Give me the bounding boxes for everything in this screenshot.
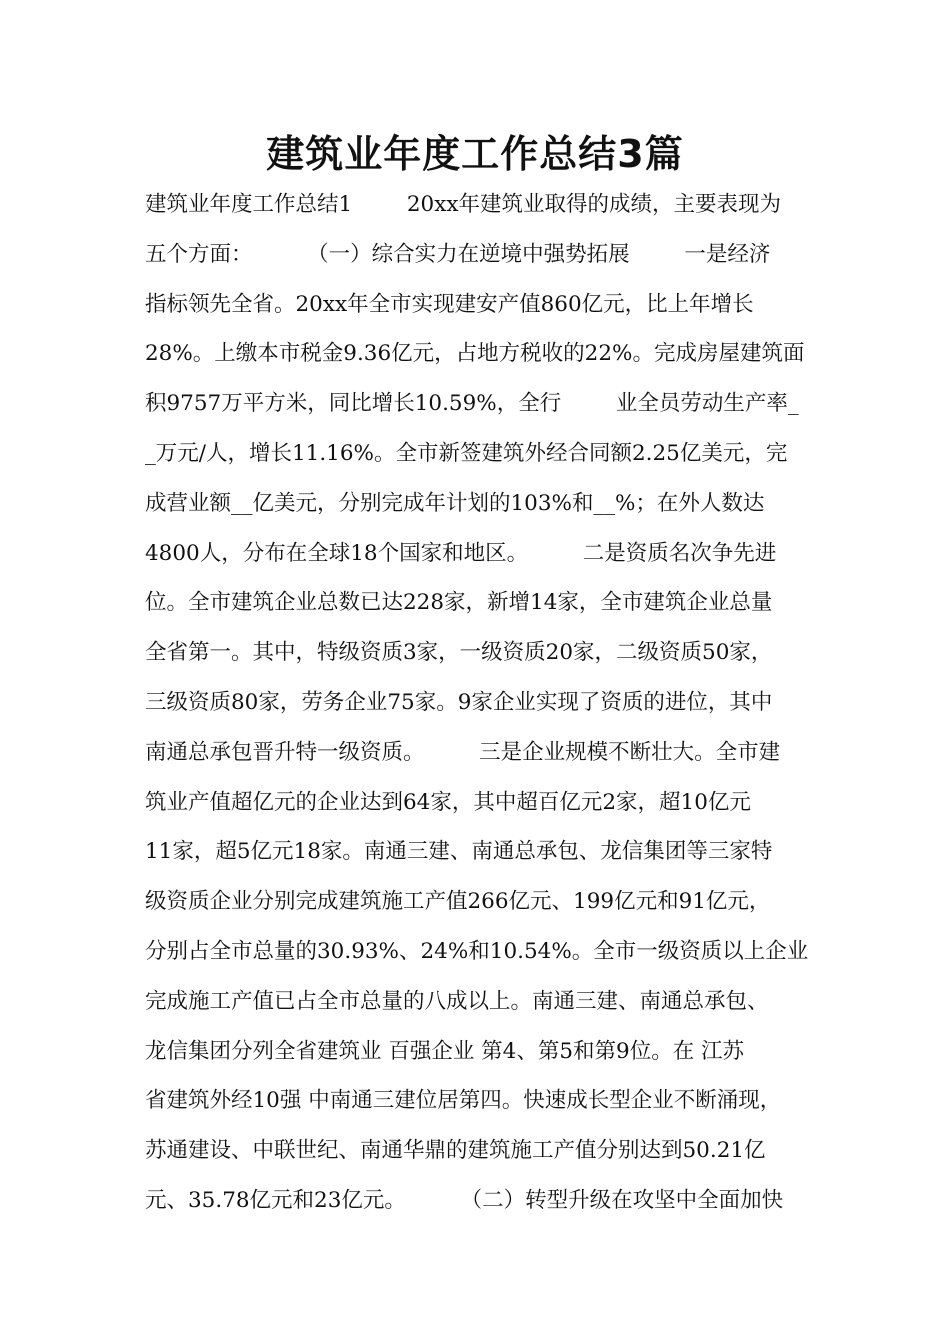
body-line: 4800人，分布在全球18个国家和地区。 二是资质名次争先进: [145, 540, 777, 566]
body-line: 指标领先全省。20xx年全市实现建安产值860亿元，比上年增长: [145, 291, 754, 317]
body-line: 完成施工产值已占全市总量的八成以上。南通三建、南通总承包、: [145, 988, 769, 1014]
body-line: 级资质企业分别完成建筑施工产值266亿元、199亿元和91亿元，: [145, 889, 771, 915]
body-line: 11家，超5亿元18家。南通三建、南通总承包、龙信集团等三家特: [145, 839, 773, 865]
body-line: 南通总承包晋升特一级资质。 三是企业规模不断壮大。全市建: [145, 739, 781, 765]
body-line: 元、35.78亿元和23亿元。 （二）转型升级在攻坚中全面加快: [145, 1187, 784, 1213]
body-line: 三级资质80家，劳务企业75家。9家企业实现了资质的进位，其中: [145, 689, 773, 715]
document-body: [145, 180, 815, 1226]
body-line: 全省第一。其中，特级资质3家，一级资质20家，二级资质50家，: [145, 640, 773, 666]
body-line: 位。全市建筑企业总数已达228家，新增14家，全市建筑企业总量: [145, 590, 773, 616]
body-line: 积9757万平方米，同比增长10.59%，全行 业全员劳动生产率_: [145, 391, 799, 417]
body-line: 苏通建设、中联世纪、南通华鼎的建筑施工产值分别达到50.21亿: [145, 1138, 766, 1164]
body-line: 分别占全市总量的30.93%、24%和10.54%。全市一级资质以上企业: [145, 938, 809, 964]
body-line: 28%。上缴本市税金9.36亿元，占地方税收的22%。完成房屋建筑面: [145, 341, 805, 367]
body-line: 成营业额__亿美元，分别完成年计划的103%和__%；在外人数达: [145, 490, 765, 516]
body-line: 省建筑外经10强 中南通三建位居第四。快速成长型企业不断涌现，: [145, 1088, 782, 1114]
body-line: 龙信集团分列全省建筑业 百强企业 第4、第5和第9位。在 江苏: [145, 1038, 745, 1064]
body-line: 五个方面： （一）综合实力在逆境中强势拓展 一是经济: [145, 241, 771, 267]
document-title: 建筑业年度工作总结3篇: [266, 132, 684, 176]
body-line: 建筑业年度工作总结1 20xx年建筑业取得的成绩，主要表现为: [145, 192, 781, 217]
body-line: 筑业产值超亿元的企业达到64家，其中超百亿元2家，超10亿元: [145, 789, 751, 815]
body-line: _万元/人，增长11.16%。全市新签建筑外经合同额2.25亿美元，完: [145, 440, 788, 466]
